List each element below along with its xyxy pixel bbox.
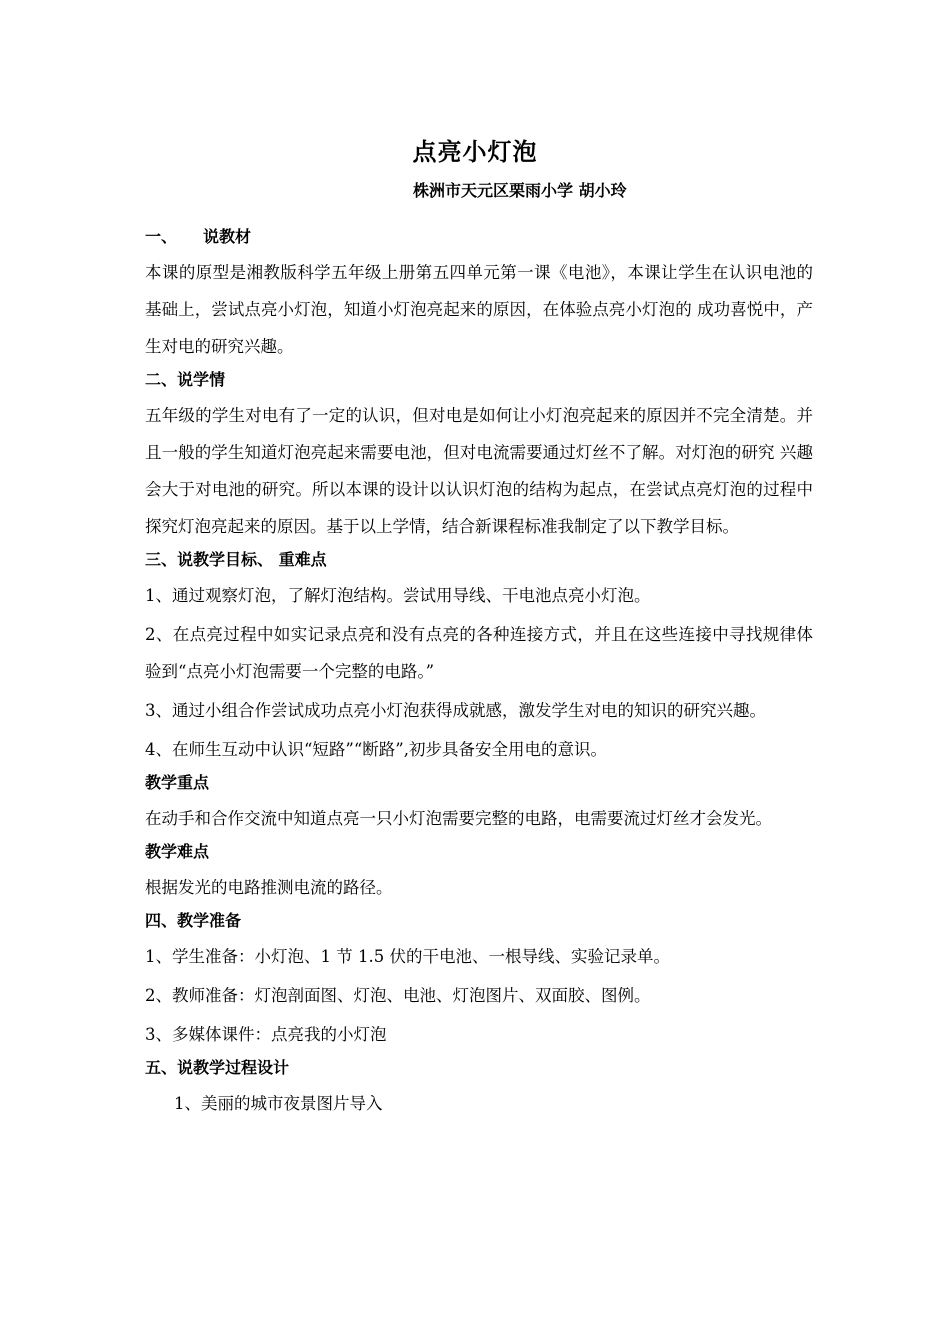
preparation-item-2: 2、教师准备：灯泡剖面图、灯泡、电池、灯泡图片、双面胶、图例。 — [145, 986, 651, 1005]
key-points-paragraph: 在动手和合作交流中知道点亮一只小灯泡需要完整的电路，电需要流过灯丝才会发光。 — [145, 809, 772, 828]
preparation-item-3: 3、多媒体课件：点亮我的小灯泡 — [145, 1025, 387, 1044]
difficult-points-heading: 教学难点 — [145, 842, 210, 861]
section-number: 一、 — [145, 227, 178, 246]
section-heading-2: 二、说学情 — [145, 370, 226, 389]
objective-item-4: 4、在师生互动中认识“短路”“断路”,初步具备安全用电的意识。 — [145, 740, 607, 759]
section-1-paragraph: 本课的原型是湘教版科学五年级上册第五四单元第一课《电池》，本课让学生在认识电池的基础上，尝试点亮小灯泡，知道小灯泡亮起来的原因，在体验点亮小灯泡的 成功喜悦中，产生对电的研究兴趣。 — [145, 263, 813, 356]
key-points-heading: 教学重点 — [145, 773, 210, 792]
difficult-points-paragraph: 根据发光的电路推测电流的路径。 — [145, 878, 393, 897]
objective-item-1: 1、通过观察灯泡，了解灯泡结构。尝试用导线、干电池点亮小灯泡。 — [145, 586, 651, 605]
section-heading-5: 五、说教学过程设计 — [145, 1058, 290, 1077]
section-heading-4: 四、教学准备 — [145, 911, 242, 930]
section-heading-3: 三、说教学目标、 重难点 — [145, 550, 327, 569]
preparation-item-1: 1、学生准备：小灯泡、1 节 1.5 伏的干电池、一根导线、实验记录单。 — [145, 947, 670, 966]
document-author: 株洲市天元区栗雨小学 胡小玲 — [413, 181, 627, 200]
section-heading-1 — [145, 224, 813, 250]
section-title: 说教材 — [203, 227, 252, 246]
document-title: 点亮小灯泡 — [412, 138, 538, 166]
document-body — [145, 224, 813, 1124]
objective-item-2: 2、在点亮过程中如实记录点亮和没有点亮的各种连接方式，并且在这些连接中寻找规律体验到“点亮小灯泡需要一个完整的电路。” — [145, 625, 813, 681]
process-item-1: 1、美丽的城市夜景图片导入 — [174, 1094, 383, 1113]
objective-item-3: 3、通过小组合作尝试成功点亮小灯泡获得成就感，激发学生对电的知识的研究兴趣。 — [145, 701, 766, 720]
section-2-paragraph: 五年级的学生对电有了一定的认识，但对电是如何让小灯泡亮起来的原因并不完全清楚。并且一般的学生知道灯泡亮起来需要电池，但对电流需要通过灯丝不了解。对灯泡的研究 兴趣会大于对电池的研究。所以本课的设计以认识灯泡的结构为起点，在尝试点亮灯泡的过程中探究灯泡亮起来的原因。基于以上学情，结合新课程标准我制定了以下教学目标。 — [145, 406, 813, 536]
